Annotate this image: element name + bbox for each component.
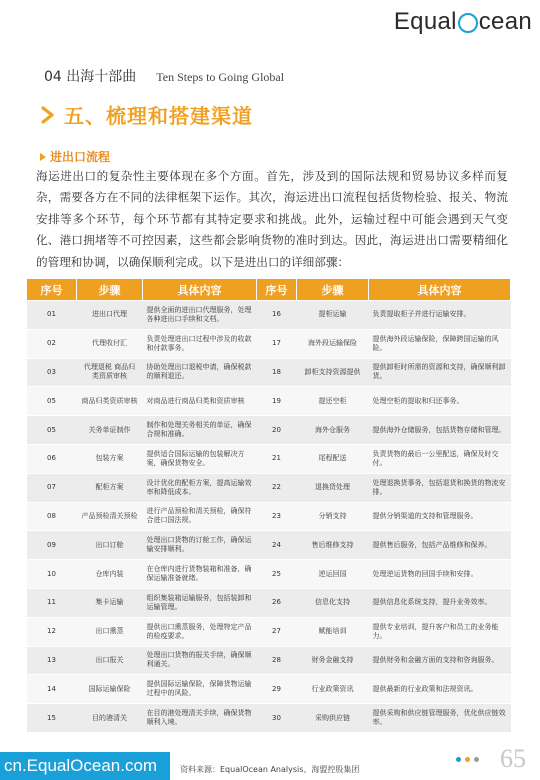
cell-content: 处理逆运货物的回国手续和安排。 xyxy=(369,560,511,589)
header-step-1: 步骤 xyxy=(77,279,143,301)
cell-content: 对商品进行商品归类和资质审核 xyxy=(143,387,257,416)
cell-content: 负责提取柜子并进行运输安排。 xyxy=(369,301,511,330)
table-header-row xyxy=(27,279,511,301)
cell-index: 14 xyxy=(27,675,77,704)
cell-step: 尾程配送 xyxy=(297,444,369,473)
logo-text-part1: Equal xyxy=(393,8,457,35)
source-note: 资料来源：EqualOcean Analysis、海盟控股集团 xyxy=(180,765,360,774)
logo-ring-icon xyxy=(458,13,478,33)
header-index-1: 序号 xyxy=(27,279,77,301)
cell-index: 10 xyxy=(27,560,77,589)
footer-url[interactable]: cn.EqualOcean.com xyxy=(0,752,170,780)
cell-content: 提供全面的进出口代理服务，处理各种进出口手续和文档。 xyxy=(143,301,257,330)
cell-index: 24 xyxy=(257,531,297,560)
cell-index: 25 xyxy=(257,560,297,589)
subsection-heading xyxy=(40,148,110,165)
cell-content: 提供分销渠道的支持和管理服务。 xyxy=(369,502,511,531)
cell-index: 12 xyxy=(27,617,77,646)
table-row xyxy=(27,444,511,473)
table-row xyxy=(27,617,511,646)
table-row xyxy=(27,329,511,358)
header-index-2: 序号 xyxy=(257,279,297,301)
cell-content: 进行产品预检和清关预检，确保符合进口国法规。 xyxy=(143,502,257,531)
page-number: 65 xyxy=(500,744,526,773)
cell-index: 05 xyxy=(27,416,77,445)
cell-index: 16 xyxy=(257,301,297,330)
cell-step: 集卡运输 xyxy=(77,588,143,617)
equalocean-logo xyxy=(394,8,532,36)
cell-step: 财务金融支持 xyxy=(297,646,369,675)
cell-index: 06 xyxy=(27,444,77,473)
logo-text-part2: cean xyxy=(478,8,532,35)
table-row xyxy=(27,560,511,589)
cell-step: 国际运输保险 xyxy=(77,675,143,704)
cell-step: 逆运回国 xyxy=(297,560,369,589)
cell-index: 05 xyxy=(27,387,77,416)
cell-step: 退换货处理 xyxy=(297,473,369,502)
cell-content: 提供采购和供应链管理服务，优化供应链效率。 xyxy=(369,704,511,733)
dot-gray xyxy=(474,757,479,762)
cell-index: 28 xyxy=(257,646,297,675)
cell-index: 21 xyxy=(257,444,297,473)
cell-content: 处理出口货物的订舱工作，确保运输安排顺利。 xyxy=(143,531,257,560)
section-title: 五、梳理和搭建渠道 xyxy=(64,104,253,128)
triangle-bullet-icon xyxy=(40,153,46,161)
cell-index: 15 xyxy=(27,704,77,733)
table-row xyxy=(27,588,511,617)
cell-step: 目的港清关 xyxy=(77,704,143,733)
dot-orange xyxy=(465,757,470,762)
cell-content: 在目的港处理清关手续，确保货物顺利入境。 xyxy=(143,704,257,733)
cell-content: 处理退换货事务，包括退货和换货的物流安排。 xyxy=(369,473,511,502)
cell-index: 29 xyxy=(257,675,297,704)
cell-step: 分销支持 xyxy=(297,502,369,531)
cell-index: 08 xyxy=(27,502,77,531)
cell-step: 海外段运输保险 xyxy=(297,329,369,358)
chapter-header xyxy=(44,66,284,86)
cell-step: 配柜方案 xyxy=(77,473,143,502)
cell-step: 出口报关 xyxy=(77,646,143,675)
cell-index: 27 xyxy=(257,617,297,646)
cell-content: 提供财务和金融方面的支持和咨询服务。 xyxy=(369,646,511,675)
header-step-2: 步骤 xyxy=(297,279,369,301)
table-row xyxy=(27,531,511,560)
cell-index: 26 xyxy=(257,588,297,617)
table-row xyxy=(27,502,511,531)
cell-step: 代理退税 商品归类资质审核 xyxy=(77,358,143,387)
cell-step: 信息化支持 xyxy=(297,588,369,617)
header-content-2: 具体内容 xyxy=(369,279,511,301)
cell-index: 20 xyxy=(257,416,297,445)
chapter-english: Ten Steps to Going Global xyxy=(156,70,285,84)
cell-content: 提供适合国际运输的包装解决方案，确保货物安全。 xyxy=(143,444,257,473)
cell-index: 03 xyxy=(27,358,77,387)
cell-content: 提供专业培训，提升客户和员工的业务能力。 xyxy=(369,617,511,646)
cell-index: 17 xyxy=(257,329,297,358)
cell-index: 01 xyxy=(27,301,77,330)
cell-step: 采购供应链 xyxy=(297,704,369,733)
table-row xyxy=(27,473,511,502)
dot-blue xyxy=(456,757,461,762)
cell-content: 提供国际运输保险，保障货物运输过程中的风险。 xyxy=(143,675,257,704)
cell-step: 卸柜支持资源提供 xyxy=(297,358,369,387)
cell-step: 商品归类资质审核 xyxy=(77,387,143,416)
cell-step: 产品预检清关预检 xyxy=(77,502,143,531)
cell-step: 仓库内装 xyxy=(77,560,143,589)
cell-content: 处理空柜的提取和归还事务。 xyxy=(369,387,511,416)
table-row xyxy=(27,416,511,445)
chapter-number: 04 出海十部曲 xyxy=(44,69,137,85)
cell-content: 在仓库内进行货物装箱和准备，确保运输准备就绪。 xyxy=(143,560,257,589)
cell-content: 负责处理进出口过程中涉及的收款和付款事务。 xyxy=(143,329,257,358)
cell-step: 海外仓服务 xyxy=(297,416,369,445)
header-content-1: 具体内容 xyxy=(143,279,257,301)
table-row xyxy=(27,646,511,675)
cell-index: 07 xyxy=(27,473,77,502)
table-row xyxy=(27,301,511,330)
table-row xyxy=(27,358,511,387)
cell-step: 关务单证制作 xyxy=(77,416,143,445)
intro-paragraph: 海运进出口的复杂性主要体现在多个方面。首先，涉及到的国际法规和贸易协议多样而复杂，需要各方在不同的法律框架下运作。其次，海运进出口流程包括货物检验、报关、物流安排等多个环节，每个环节都有其特定要求和挑战。此外，运输过程中可能会遇到天气变化、港口拥堵等不可控因素，这些都会影响货物的准时到达。因此，海运进出口需要精细化的管理和协调，以确保顺利完成。以下是进出口的详细部骤： xyxy=(36,169,508,269)
cell-index: 19 xyxy=(257,387,297,416)
cell-step: 出口订舱 xyxy=(77,531,143,560)
cell-step: 进出口代理 xyxy=(77,301,143,330)
cell-step: 行业政策资讯 xyxy=(297,675,369,704)
cell-index: 09 xyxy=(27,531,77,560)
chevron-right-icon xyxy=(40,106,56,124)
cell-content: 负责货物的最后一公里配送，确保及时交付。 xyxy=(369,444,511,473)
cell-index: 11 xyxy=(27,588,77,617)
cell-content: 制作和处理关务相关的单证，确保合规和准确。 xyxy=(143,416,257,445)
cell-step: 代理收付汇 xyxy=(77,329,143,358)
table-row xyxy=(27,675,511,704)
page-dots xyxy=(456,757,479,762)
table-row xyxy=(27,387,511,416)
cell-index: 13 xyxy=(27,646,77,675)
cell-index: 22 xyxy=(257,473,297,502)
subsection-title: 进出口流程 xyxy=(50,150,111,164)
cell-step: 赋能培训 xyxy=(297,617,369,646)
cell-index: 02 xyxy=(27,329,77,358)
cell-step: 提还空柜 xyxy=(297,387,369,416)
cell-step: 出口熏蒸 xyxy=(77,617,143,646)
cell-content: 提供售后服务，包括产品维修和保养。 xyxy=(369,531,511,560)
cell-content: 组织集装箱运输服务，包括装卸和运输管理。 xyxy=(143,588,257,617)
section-heading xyxy=(40,100,253,129)
cell-content: 提供海外段运输保险，保障跨国运输的风险。 xyxy=(369,329,511,358)
table-row xyxy=(27,704,511,733)
cell-content: 提供信息化系统支持，提升业务效率。 xyxy=(369,588,511,617)
cell-index: 23 xyxy=(257,502,297,531)
process-table xyxy=(26,278,511,733)
cell-index: 30 xyxy=(257,704,297,733)
cell-step: 售后维修支持 xyxy=(297,531,369,560)
cell-step: 提柜运输 xyxy=(297,301,369,330)
cell-step: 包装方案 xyxy=(77,444,143,473)
cell-content: 提供出口熏蒸服务，处理特定产品的检疫要求。 xyxy=(143,617,257,646)
cell-content: 处理出口货物的报关手续，确保顺利通关。 xyxy=(143,646,257,675)
cell-index: 18 xyxy=(257,358,297,387)
cell-content: 协助处理出口退税申请，确保税款的顺利退还。 xyxy=(143,358,257,387)
cell-content: 提供海外仓储服务，包括货物存储和管理。 xyxy=(369,416,511,445)
cell-content: 提供最新的行业政策和法规资讯。 xyxy=(369,675,511,704)
cell-content: 提供卸柜时所需的资源和支持，确保顺利卸货。 xyxy=(369,358,511,387)
cell-content: 设计优化的配柜方案，提高运输效率和降低成本。 xyxy=(143,473,257,502)
